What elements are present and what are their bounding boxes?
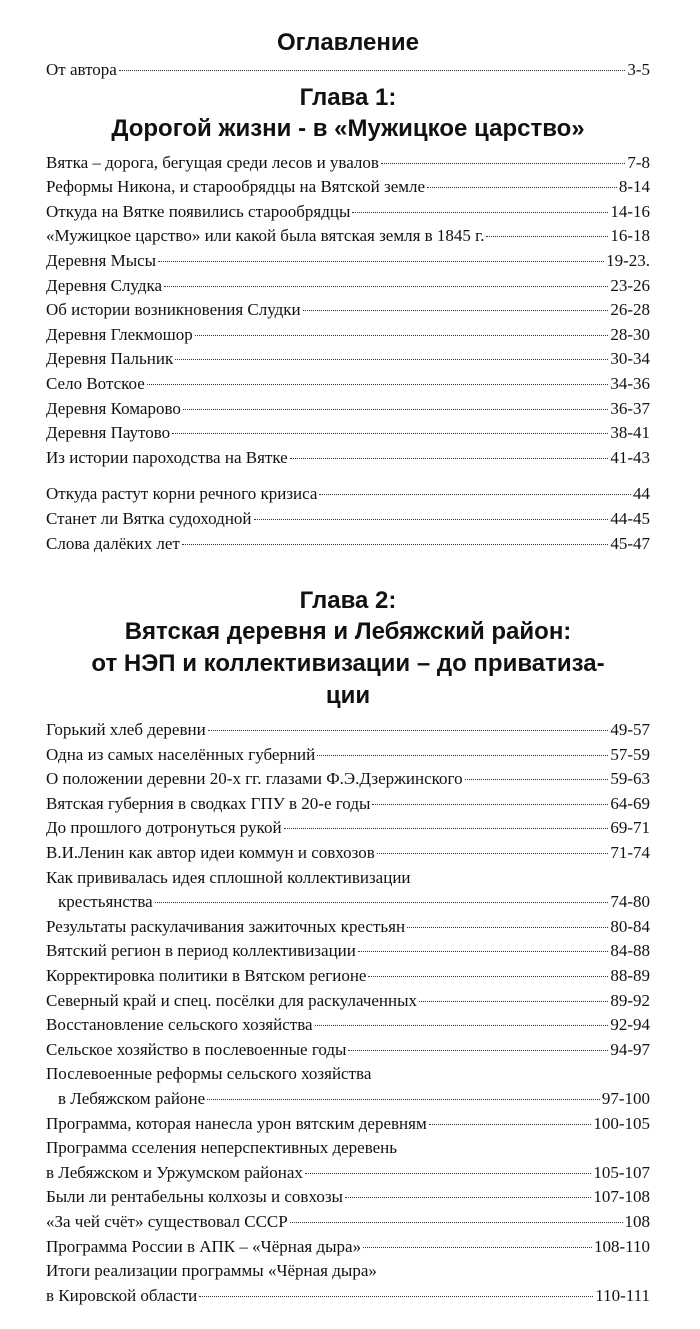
dot-leader <box>175 359 608 360</box>
dot-leader <box>284 828 609 829</box>
toc-title: Оглавление <box>277 29 419 56</box>
entry-label: Вятский регион в период коллективизации <box>46 941 356 961</box>
entry-label: Деревня Глекмошор <box>46 324 193 344</box>
entry-label: Деревня Паутово <box>46 423 171 443</box>
entry-pages: 45-47 <box>610 533 650 553</box>
dot-leader <box>199 1296 593 1297</box>
entry-label: Деревня Мысы <box>46 250 157 270</box>
dot-leader <box>155 902 609 903</box>
entry-pages: 26-28 <box>610 300 650 320</box>
dot-leader <box>358 951 608 952</box>
dot-leader <box>290 1222 623 1223</box>
dot-leader <box>207 1099 600 1100</box>
toc-entry[interactable] <box>46 200 650 225</box>
dot-leader <box>377 853 609 854</box>
entry-label: Реформы Никона, и старообрядцы на Вятской земле <box>46 177 426 197</box>
toc-entry[interactable] <box>46 1185 650 1210</box>
toc-entry-multiline[interactable] <box>46 1062 650 1111</box>
dot-leader <box>486 236 608 237</box>
dot-leader <box>305 1173 591 1174</box>
toc-entry[interactable] <box>46 939 650 964</box>
entry-pages: 108 <box>624 1211 650 1231</box>
entry-label-line2: в Кировской области <box>46 1285 198 1305</box>
toc-entry[interactable] <box>46 964 650 989</box>
entry-pages: 34-36 <box>610 373 650 393</box>
dot-leader <box>317 755 608 756</box>
entry-label-line2: в Лебяжском районе <box>58 1089 206 1108</box>
entry-pages: 23-26 <box>610 275 650 295</box>
toc-entry[interactable] <box>46 1038 650 1063</box>
entry-label-line1: Программа сселения неперспективных деревень <box>46 1138 398 1158</box>
entry-pages: 84-88 <box>610 941 650 961</box>
dot-leader <box>147 384 609 385</box>
entry-pages: 7-8 <box>627 152 650 172</box>
dot-leader <box>381 163 625 164</box>
entry-label: Слова далёких лет <box>46 533 180 553</box>
dot-leader <box>119 70 625 71</box>
toc-entry[interactable] <box>46 274 650 299</box>
toc-entry[interactable] <box>46 347 650 372</box>
entry-label: О положении деревни 20-х гг. глазами Ф.Э.Дзержинского <box>46 769 463 789</box>
toc-entry[interactable] <box>46 841 650 866</box>
entry-label-line1: Как прививалась идея сплошной коллективизации <box>46 867 411 887</box>
chapter1-label: Глава 1: <box>299 83 397 111</box>
dot-leader <box>164 286 608 287</box>
toc-entry[interactable] <box>46 532 650 557</box>
toc-entry[interactable] <box>46 989 650 1014</box>
dot-leader <box>290 458 609 459</box>
entry-label: Северный край и спец. посёлки для раскулаченных <box>46 990 418 1010</box>
toc-entry-multiline[interactable] <box>46 866 650 915</box>
entry-label: Восстановление сельского хозяйства <box>46 1015 313 1035</box>
entry-label: Были ли рентабельны колхозы и совхозы <box>46 1187 343 1207</box>
dot-leader <box>195 335 609 336</box>
toc-entry[interactable] <box>46 421 650 446</box>
dot-leader <box>319 494 631 495</box>
dot-leader <box>352 212 608 213</box>
entry-pages: 107-108 <box>593 1187 650 1207</box>
entry-pages: 92-94 <box>610 1015 650 1035</box>
entry-pages: 108-110 <box>593 1236 650 1256</box>
entry-label: Деревня Пальник <box>46 349 174 369</box>
entry-pages: 74-80 <box>610 892 650 912</box>
entry-label: Откуда растут корни речного кризиса <box>46 484 318 504</box>
toc-entry[interactable] <box>46 249 650 274</box>
entry-label: В.И.Ленин как автор идеи коммун и совхозов <box>46 843 375 863</box>
toc-entry[interactable] <box>46 743 650 768</box>
dot-leader <box>368 976 608 977</box>
entry-pages: 110-111 <box>595 1285 650 1305</box>
entry-label: Деревня Слудка <box>46 275 163 295</box>
entry-label: До прошлого дотронуться рукой <box>46 818 282 838</box>
toc-entry[interactable] <box>46 224 650 249</box>
chapter2-title-line3: ции <box>325 682 371 710</box>
entry-pages: 41-43 <box>610 447 650 467</box>
entry-label: Сельское хозяйство в послевоенные годы <box>46 1039 347 1059</box>
entry-pages: 19-23. <box>606 250 650 270</box>
entry-label: Станет ли Вятка судоходной <box>46 508 252 528</box>
entry-label: Деревня Комарово <box>46 398 181 418</box>
chapter1-extra-list <box>46 482 650 556</box>
entry-pages: 69-71 <box>610 818 650 838</box>
toc-entry[interactable] <box>46 151 650 176</box>
entry-pages: 59-63 <box>610 769 650 789</box>
toc-entry[interactable] <box>46 323 650 348</box>
entry-label-line2: крестьянства <box>58 892 153 912</box>
entry-label: Откуда на Вятке появились старообрядцы <box>46 201 351 221</box>
entry-label-line1: Итоги реализации программы «Чёрная дыра» <box>46 1261 377 1281</box>
entry-pages: 3-5 <box>627 60 650 79</box>
entry-label: Корректировка политики в Вятском регионе <box>46 966 367 986</box>
dot-leader <box>208 730 609 731</box>
toc-entry[interactable] <box>46 175 650 200</box>
entry-pages: 80-84 <box>610 916 650 936</box>
toc-entry[interactable] <box>46 372 650 397</box>
entry-pages: 105-107 <box>593 1162 650 1182</box>
dot-leader <box>172 433 608 434</box>
entry-label: Вятская губерния в сводках ГПУ в 20-е годы <box>46 793 371 813</box>
entry-label: От автора <box>46 60 117 79</box>
toc-entry[interactable] <box>46 767 650 792</box>
entry-label: Вятка – дорога, бегущая среди лесов и увалов <box>46 152 379 172</box>
entry-pages: 28-30 <box>610 324 650 344</box>
entry-pages: 88-89 <box>610 966 650 986</box>
entry-pages: 71-74 <box>610 843 650 863</box>
entry-pages: 49-57 <box>610 720 650 740</box>
entry-pages: 38-41 <box>610 423 650 443</box>
chapter1-title: Дорогой жизни - в «Мужицкое царство» <box>111 114 585 142</box>
dot-leader <box>372 804 608 805</box>
dot-leader <box>345 1197 591 1198</box>
entry-pages: 57-59 <box>610 744 650 764</box>
dot-leader <box>303 310 609 311</box>
entry-pages: 16-18 <box>610 226 650 246</box>
toc-entry[interactable] <box>46 1210 650 1235</box>
entry-label: Село Вотское <box>46 373 145 393</box>
entry-pages: 44-45 <box>610 508 650 528</box>
toc-entry[interactable] <box>46 507 650 532</box>
dot-leader <box>183 409 608 410</box>
chapter2-title-line2: от НЭП и коллективизации – до приватиза- <box>91 650 605 678</box>
dot-leader <box>315 1025 609 1026</box>
dot-leader <box>427 187 617 188</box>
toc-entry[interactable] <box>46 1112 650 1137</box>
entry-pages: 64-69 <box>610 793 650 813</box>
dot-leader <box>348 1050 608 1051</box>
toc-entry[interactable] <box>46 1235 650 1260</box>
dot-leader <box>363 1247 592 1248</box>
toc-entry-multiline[interactable] <box>46 1259 650 1308</box>
entry-pages: 97-100 <box>601 1089 650 1108</box>
entry-label: Результаты раскулачивания зажиточных крестьян <box>46 916 406 936</box>
entry-pages: 36-37 <box>610 398 650 418</box>
entry-label: «Мужицкое царство» или какой была вятская земля в 1845 г. <box>46 226 485 246</box>
entry-label-line2: в Лебяжском и Уржумском районах <box>46 1162 303 1182</box>
toc-entry[interactable] <box>46 482 650 507</box>
dot-leader <box>419 1001 608 1002</box>
toc-entry[interactable] <box>46 915 650 940</box>
chapter2-list <box>46 718 650 1308</box>
dot-leader <box>182 544 608 545</box>
entry-pages: 94-97 <box>610 1039 650 1059</box>
chapter2-label: Глава 2: <box>299 587 397 615</box>
dot-leader <box>158 261 604 262</box>
entry-label: Из истории пароходства на Вятке <box>46 447 288 467</box>
toc-entry[interactable] <box>46 1013 650 1038</box>
dot-leader <box>465 779 609 780</box>
toc-entry-multiline[interactable] <box>46 1136 650 1185</box>
toc-entry[interactable] <box>46 298 650 323</box>
entry-pages: 44 <box>633 484 650 504</box>
toc-entry[interactable] <box>46 816 650 841</box>
toc-entry[interactable] <box>46 792 650 817</box>
toc-entry[interactable] <box>46 397 650 422</box>
entry-pages: 30-34 <box>610 349 650 369</box>
entry-label-line1: Послевоенные реформы сельского хозяйства <box>46 1064 372 1084</box>
entry-pages: 8-14 <box>618 177 650 197</box>
chapter1-list <box>46 151 650 471</box>
entry-label: «За чей счёт» существовал СССР <box>46 1211 288 1231</box>
entry-pages: 100-105 <box>593 1113 650 1133</box>
entry-pages: 14-16 <box>610 201 650 221</box>
entry-label: Одна из самых населённых губерний <box>46 744 316 764</box>
chapter2-title-line1: Вятская деревня и Лебяжский район: <box>124 618 572 646</box>
entry-label: Об истории возникновения Слудки <box>46 300 301 320</box>
dot-leader <box>254 519 609 520</box>
toc-entry[interactable] <box>46 446 650 471</box>
dot-leader <box>407 927 608 928</box>
toc-entry-intro[interactable] <box>46 58 650 83</box>
entry-label: Горький хлеб деревни <box>46 720 206 740</box>
entry-label: Программа, которая нанесла урон вятским деревням <box>46 1113 427 1133</box>
toc-entry[interactable] <box>46 718 650 743</box>
entry-label: Программа России в АПК – «Чёрная дыра» <box>46 1236 362 1256</box>
entry-pages: 89-92 <box>610 990 650 1010</box>
dot-leader <box>429 1124 592 1125</box>
